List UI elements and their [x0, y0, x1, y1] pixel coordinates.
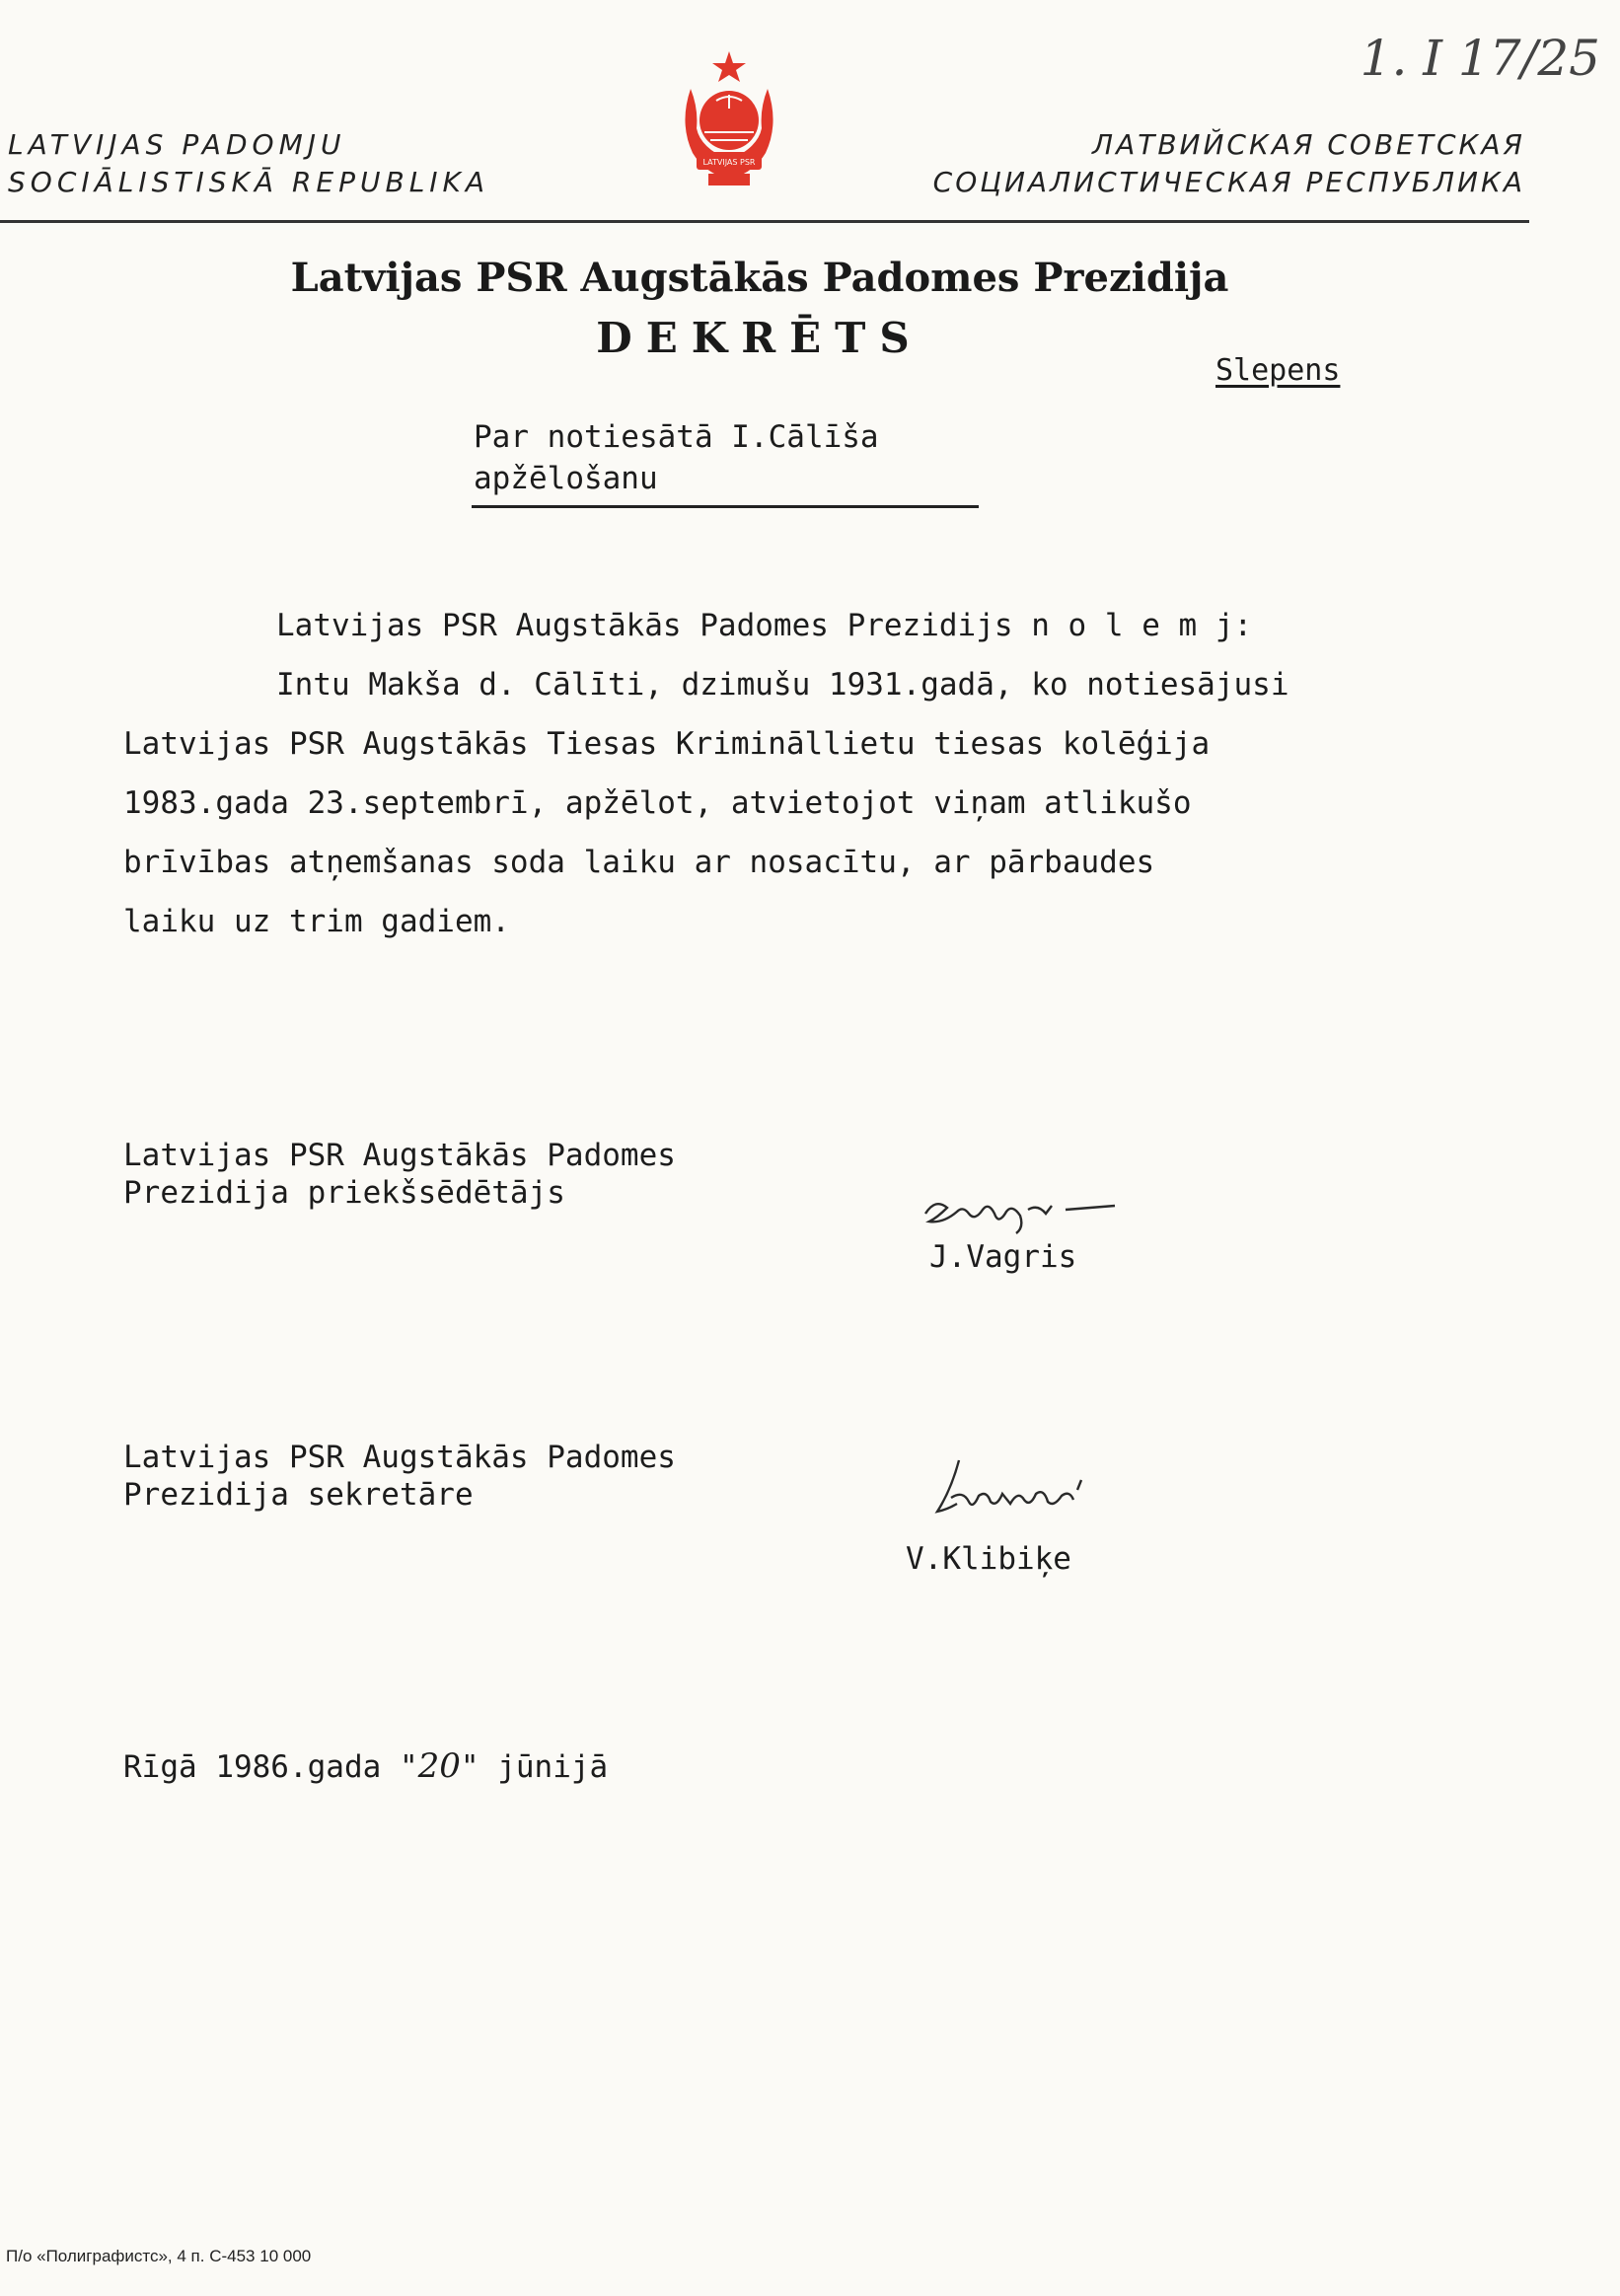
signatory-title-line2: Prezidija sekretāre — [123, 1477, 474, 1513]
body-line4: brīvības atņemšanas soda laiku ar nosacītu, ar pārbaudes — [123, 845, 1155, 880]
emblem-text: LATVIJAS PSR — [702, 158, 756, 167]
signatory-title-line2: Prezidija priekšsēdētājs — [123, 1175, 565, 1211]
body-line3: 1983.gada 23.septembrī, apžēlot, atvietojot viņam atlikušo — [123, 785, 1192, 821]
body-line2: Latvijas PSR Augstākās Tiesas Krimināllietu tiesas kolēģija — [123, 726, 1211, 762]
signatory-name-klibike: V.Klibiķe — [906, 1541, 1071, 1577]
document-issuer: Latvijas PSR Augstākās Padomes Prezidija — [290, 255, 1229, 301]
subject-line2: apžēlošanu — [474, 461, 658, 496]
decree-subject — [474, 416, 879, 499]
header-left-line2: SOCIĀLISTISKĀ REPUBLIKA — [8, 166, 490, 198]
signatory-title-line1: Latvijas PSR Augstākās Padomes — [123, 1440, 676, 1475]
date-prefix: Rīgā 1986.gada " — [123, 1749, 418, 1785]
signatory-chairman-title — [123, 1137, 676, 1212]
header-left-latvian — [8, 126, 489, 201]
state-emblem-icon — [671, 49, 787, 192]
subject-underline — [472, 505, 979, 508]
body-line1: Intu Makša d. Cālīti, dzimušu 1931.gadā, ko notiesājusi — [276, 667, 1289, 703]
header-right-line1: ЛАТВИЙСКАЯ СОВЕТСКАЯ — [1092, 128, 1525, 161]
decree-date — [123, 1746, 608, 1786]
decree-body — [123, 655, 1495, 951]
handwritten-signature-klibike — [908, 1450, 1164, 1539]
corner-handwritten-note: 1. I 17/25 — [1360, 30, 1600, 87]
document-type: DEKRĒTS — [596, 314, 923, 362]
signatory-name-vagris: J.Vagris — [929, 1239, 1077, 1275]
header-right-line2: СОЦИАЛИСТИЧЕСКАЯ РЕСПУБЛИКА — [932, 166, 1525, 198]
date-suffix: " jūnijā — [460, 1749, 609, 1785]
header-divider — [0, 220, 1529, 223]
subject-line1: Par notiesātā I.Cālīša — [474, 419, 879, 455]
signatory-secretary-title — [123, 1439, 676, 1514]
handwritten-signature-vagris — [918, 1184, 1154, 1243]
decree-opening: Latvijas PSR Augstākās Padomes Prezidijs n o l e m j: — [276, 608, 1253, 643]
date-day-handwritten: 20 — [417, 1746, 461, 1786]
header-left-line1: LATVIJAS PADOMJU — [8, 128, 346, 161]
header-right-russian — [933, 126, 1525, 201]
classification-mark: Slepens — [1215, 353, 1341, 388]
body-line5: laiku uz trim gadiem. — [123, 904, 510, 939]
signatory-title-line1: Latvijas PSR Augstākās Padomes — [123, 1138, 676, 1173]
printer-imprint: П/о «Полиграфистс», 4 п. С-453 10 000 — [6, 2247, 312, 2265]
